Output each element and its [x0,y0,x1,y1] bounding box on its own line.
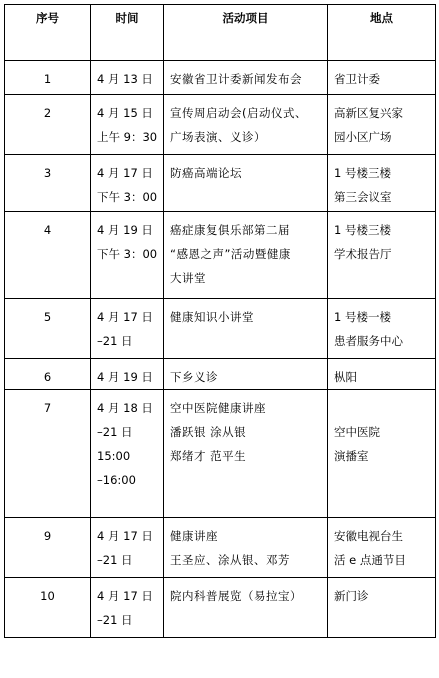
row-number-text: 1 [43,72,52,86]
activity-line: 郑绪才 范平生 [170,449,247,463]
time-line: 上午 9：30 [97,130,158,144]
activity-line: 下乡义诊 [170,370,218,384]
time-cell [91,518,164,578]
activity-line: 空中医院健康讲座 [170,401,266,415]
row-number-text: 3 [43,166,52,180]
activity-line: 宣传周启动会(启动仪式、 [170,106,307,120]
time-line: 15:00 [97,449,131,463]
table-row [5,518,436,578]
time-line: –16:00 [97,473,136,487]
activity-cell [164,578,328,638]
activity-cell [164,299,328,359]
place-cell [328,95,436,155]
time-line: 4 月 13 日 [97,72,153,86]
activity-cell [164,212,328,299]
table-row [5,359,436,390]
table-row [5,95,436,155]
time-line: 4 月 19 日 [97,223,153,237]
table-row [5,155,436,212]
header-place: 地点 [328,5,436,61]
place-cell [328,390,436,518]
place-line: 1 号楼三楼 [334,166,391,180]
time-line: 4 月 19 日 [97,370,153,384]
place-line: 枞阳 [334,370,357,384]
row-number [5,95,91,155]
row-number [5,390,91,518]
place-cell [328,578,436,638]
activity-line: 潘跃银 涂从银 [170,425,247,439]
place-line: 1 号楼一楼 [334,310,391,324]
place-cell [328,518,436,578]
time-cell [91,390,164,518]
time-cell [91,61,164,95]
place-cell [328,212,436,299]
activity-line: 广场表演、义诊） [170,130,266,144]
activity-cell [164,390,328,518]
row-number [5,518,91,578]
activity-cell [164,155,328,212]
row-number-text: 4 [43,223,52,237]
row-number-text: 9 [43,529,52,543]
activity-cell [164,95,328,155]
activity-cell [164,359,328,390]
row-number [5,212,91,299]
schedule-table [4,4,436,638]
activity-line: 大讲堂 [170,271,206,285]
table-body [5,61,436,638]
row-number-text: 5 [43,310,52,324]
time-line: –21 日 [97,334,133,348]
row-number-text: 6 [43,370,52,384]
row-number [5,299,91,359]
place-line: 省卫计委 [334,72,380,86]
place-line: 活 e 点通节目 [334,553,406,567]
time-cell [91,299,164,359]
time-line: 下午 3：00 [97,247,158,261]
place-line: 园小区广场 [334,130,392,144]
activity-cell [164,518,328,578]
place-line [334,396,435,420]
activity-line: “感恩之声”活动暨健康 [170,247,291,261]
time-line: –21 日 [97,613,133,627]
activity-cell [164,61,328,95]
time-line: –21 日 [97,425,133,439]
time-cell [91,359,164,390]
time-line: 4 月 18 日 [97,401,153,415]
place-cell [328,299,436,359]
place-line: 患者服务中心 [334,334,403,348]
table-row [5,390,436,518]
row-number-text: 10 [40,589,55,603]
place-line: 高新区复兴家 [334,106,403,120]
header-no: 序号 [5,5,91,61]
place-cell [328,155,436,212]
row-number [5,61,91,95]
table-row [5,299,436,359]
row-number [5,578,91,638]
activity-line: 健康讲座 [170,529,218,543]
time-cell [91,95,164,155]
activity-line: 癌症康复俱乐部第二届 [170,223,290,237]
header-row [5,5,436,61]
activity-line: 王圣应、涂从银、邓芳 [170,553,290,567]
place-line: 安徽电视台生 [334,529,403,543]
time-line: 4 月 17 日 [97,310,153,324]
time-line: 4 月 15 日 [97,106,153,120]
time-line: –21 日 [97,553,133,567]
place-line: 空中医院 [334,425,380,439]
time-cell [91,578,164,638]
header-activity: 活动项目 [164,5,328,61]
place-line: 学术报告厅 [334,247,392,261]
row-number-text: 7 [43,401,52,415]
activity-line: 安徽省卫计委新闻发布会 [170,72,302,86]
row-number [5,155,91,212]
row-number [5,359,91,390]
table-row [5,212,436,299]
time-cell [91,155,164,212]
time-line: 4 月 17 日 [97,529,153,543]
activity-line: 健康知识小讲堂 [170,310,254,324]
place-cell [328,359,436,390]
time-line: 4 月 17 日 [97,166,153,180]
place-line: 第三会议室 [334,190,392,204]
place-cell [328,61,436,95]
place-line: 新门诊 [334,589,369,603]
time-line: 4 月 17 日 [97,589,153,603]
table-row [5,61,436,95]
time-line: 下午 3：00 [97,190,158,204]
place-line: 演播室 [334,449,369,463]
activity-line: 院内科普展览（易拉宝） [170,589,302,603]
place-line: 1 号楼三楼 [334,223,391,237]
table-row [5,578,436,638]
row-number-text: 2 [43,106,52,120]
header-time: 时间 [91,5,164,61]
activity-line: 防癌高端论坛 [170,166,242,180]
time-cell [91,212,164,299]
